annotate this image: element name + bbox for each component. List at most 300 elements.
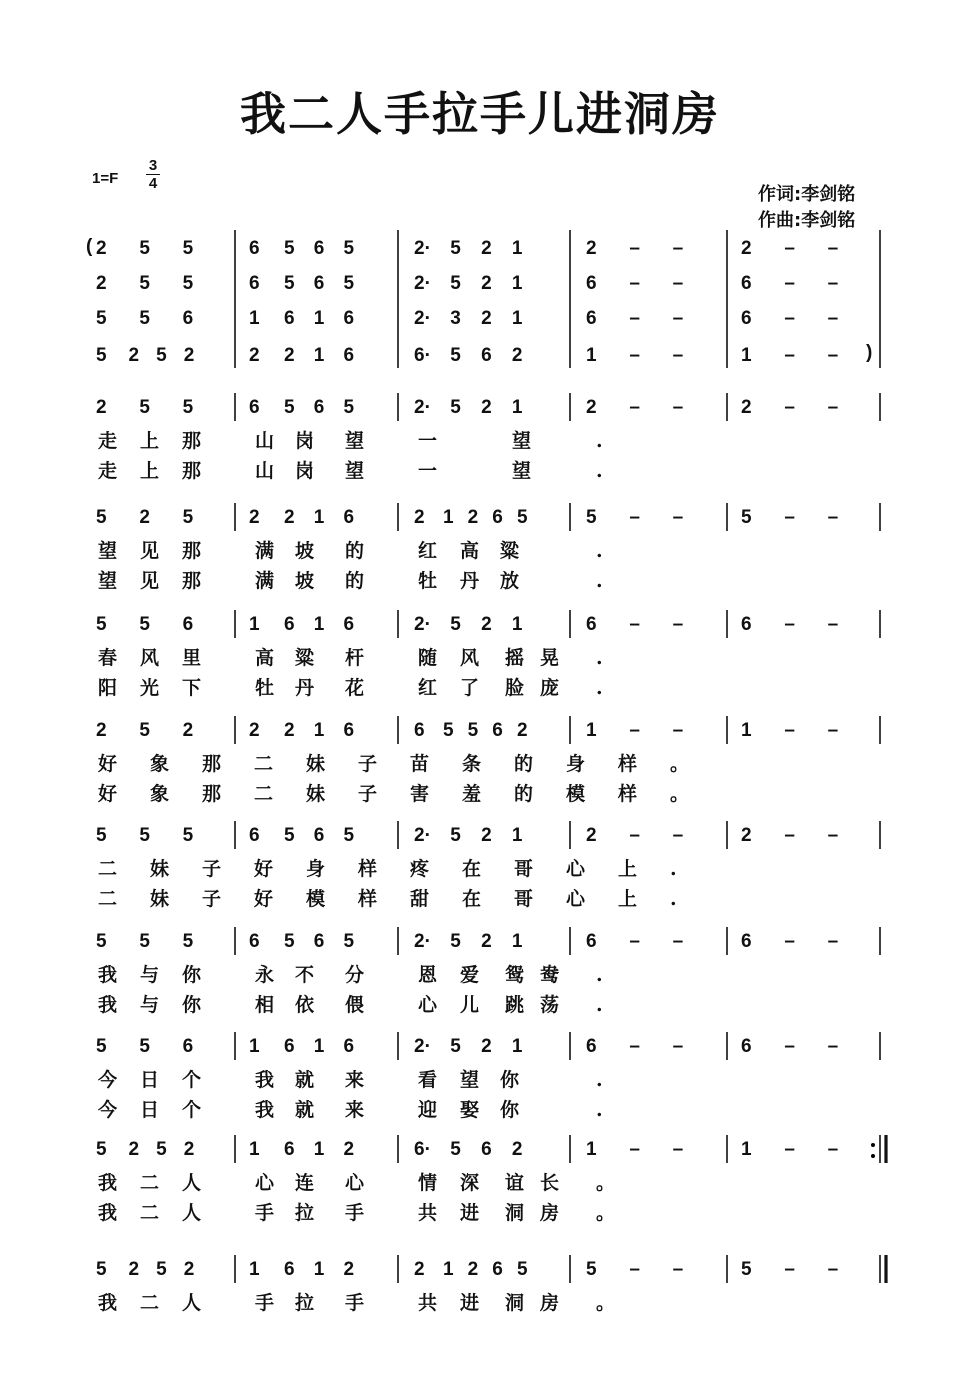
note: 5 — [96, 1036, 107, 1057]
note: 2 — [467, 507, 479, 528]
note: 2 — [481, 614, 492, 635]
lyric-char: 我 — [98, 1172, 118, 1194]
lyric-char: . — [596, 460, 603, 482]
lyric-char: 相 — [255, 994, 275, 1016]
lyric-char: . — [596, 677, 603, 699]
lyric-char: 害 — [410, 783, 430, 805]
lyric-char: 。 — [670, 783, 690, 805]
lyric-char: 日 — [140, 1099, 160, 1121]
lyric-char: . — [670, 858, 677, 880]
lyric-char: 红 — [418, 677, 438, 699]
note: – — [629, 397, 640, 418]
note: 2 — [741, 238, 752, 259]
note: 2 — [183, 1259, 195, 1280]
note: 6 — [284, 614, 295, 635]
note: – — [629, 308, 640, 329]
lyric-char: 走 — [98, 430, 118, 452]
note: – — [827, 931, 839, 952]
note: – — [629, 345, 640, 366]
key-signature: 1=F — [92, 170, 119, 187]
lyric-char: 望 — [345, 430, 365, 452]
note: 1 — [313, 1036, 325, 1057]
lyric-char: 你 — [182, 964, 202, 986]
note: – — [672, 507, 684, 528]
lyric-char: 就 — [295, 1069, 315, 1091]
note: 5 — [284, 931, 295, 952]
note: 5 — [139, 273, 150, 294]
note: 5 — [284, 238, 295, 259]
note: 5 — [96, 1259, 107, 1280]
lyric-char: 房 — [540, 1292, 560, 1314]
lyric-char: 。 — [596, 1292, 616, 1314]
lyric-char: 哥 — [514, 858, 534, 880]
lyric-char: 情 — [418, 1172, 438, 1194]
lyric-char: 长 — [540, 1172, 560, 1194]
note: – — [784, 273, 795, 294]
note: 6 — [343, 345, 355, 366]
note: 5 — [139, 1036, 150, 1057]
lyric-char: 山 — [255, 460, 275, 482]
note: 2 — [481, 238, 492, 259]
note: 1 — [249, 614, 260, 635]
lyric-char: 好 — [98, 753, 118, 775]
song-title: 我二人手拉手儿进洞房 — [240, 87, 720, 141]
note: – — [629, 507, 640, 528]
lyric-char: 子 — [358, 783, 378, 805]
lyric-char: 你 — [500, 1099, 520, 1121]
lyric-char: 下 — [182, 677, 202, 699]
note: – — [784, 614, 795, 635]
lyric-char: 不 — [295, 964, 315, 986]
lyric-char: 人 — [182, 1202, 202, 1224]
lyric-char: 样 — [618, 753, 638, 775]
lyric-char: 脸 — [505, 677, 525, 699]
note: 2 — [481, 273, 492, 294]
note: 5 — [139, 308, 150, 329]
lyric-char: 的 — [514, 753, 534, 775]
lyric-char: 洞 — [505, 1202, 525, 1224]
note: 6 — [586, 1036, 597, 1057]
lyric-char: 与 — [140, 994, 160, 1016]
note: 6 — [249, 825, 260, 846]
lyric-char: 子 — [202, 858, 222, 880]
note: 1 — [511, 931, 523, 952]
note: 5 — [139, 720, 150, 741]
note: – — [629, 238, 640, 259]
lyric-char: 岗 — [295, 430, 315, 452]
lyric-char: 进 — [460, 1292, 480, 1314]
lyric-char: 今 — [98, 1099, 118, 1121]
lyric-char: 苗 — [410, 753, 430, 775]
composer-credit: 作曲:李剑铭 — [758, 210, 856, 231]
note: 6 — [249, 273, 260, 294]
lyric-char: 二 — [140, 1172, 160, 1194]
note: 2 — [481, 397, 492, 418]
lyric-char: 那 — [182, 570, 202, 592]
note: 1 — [249, 308, 260, 329]
lyric-char: 放 — [500, 570, 520, 592]
lyric-char: 模 — [566, 783, 586, 805]
note: 6 — [343, 720, 355, 741]
lyric-char: 我 — [98, 1202, 118, 1224]
lyric-char: 人 — [182, 1292, 202, 1314]
lyric-char: 个 — [182, 1069, 202, 1091]
note: 6 — [182, 1036, 194, 1057]
lyricist-credit: 作词:李剑铭 — [758, 184, 856, 205]
note: – — [784, 1259, 795, 1280]
note: 5 — [156, 345, 167, 366]
lyric-char: 人 — [182, 1172, 202, 1194]
lyric-char: 走 — [98, 460, 118, 482]
note: 6 — [284, 308, 295, 329]
note: 1 — [313, 345, 325, 366]
lyric-char: 那 — [182, 540, 202, 562]
lyric-char: 手 — [255, 1292, 275, 1314]
lyric-char: 象 — [150, 783, 170, 805]
lyric-char: 心 — [255, 1172, 275, 1194]
note: 6 — [481, 1139, 492, 1160]
note: 5 — [516, 1259, 528, 1280]
note: 1 — [443, 507, 454, 528]
lyric-char: 岗 — [295, 460, 315, 482]
note: 2 — [586, 397, 597, 418]
note: 5 — [443, 720, 454, 741]
note: 1 — [511, 614, 523, 635]
note: 5 — [139, 825, 150, 846]
note: 6 — [741, 931, 752, 952]
lyric-char: 鸳 — [505, 964, 525, 986]
note: 6 — [249, 397, 260, 418]
note: – — [827, 1036, 839, 1057]
note: 6 — [414, 720, 425, 741]
note: 6 — [481, 345, 492, 366]
note: – — [784, 507, 795, 528]
lyric-char: 心 — [566, 888, 586, 910]
lyric-char: 高 — [255, 647, 275, 669]
note: – — [629, 614, 640, 635]
note: 5 — [343, 397, 355, 418]
lyric-char: 坡 — [295, 540, 315, 562]
note: 6· — [414, 1139, 431, 1160]
note: 2 — [467, 1259, 479, 1280]
note: 5 — [96, 825, 107, 846]
note: 5 — [450, 1139, 461, 1160]
lyric-char: 望 — [98, 540, 118, 562]
note: 2 — [284, 720, 295, 741]
lyric-char: 杆 — [345, 647, 365, 669]
note: 1 — [313, 1139, 325, 1160]
lyric-char: . — [596, 570, 603, 592]
note: 5 — [450, 1036, 461, 1057]
lyric-char: 我 — [255, 1069, 275, 1091]
repeat-bracket-open: ( — [86, 236, 93, 257]
repeat-dot — [871, 1154, 875, 1158]
note: 1 — [511, 308, 523, 329]
lyric-char: 牡 — [255, 677, 275, 699]
lyric-char: 哥 — [514, 888, 534, 910]
lyric-char: 春 — [98, 647, 118, 669]
lyric-char: 满 — [255, 570, 275, 592]
lyric-char: 丹 — [295, 677, 315, 699]
note: 5 — [96, 507, 107, 528]
note: 5 — [343, 238, 355, 259]
lyric-char: 进 — [460, 1202, 480, 1224]
note: 1 — [511, 397, 523, 418]
note: 5 — [96, 614, 107, 635]
note: 5 — [450, 397, 461, 418]
note: – — [629, 1259, 640, 1280]
lyric-char: 山 — [255, 430, 275, 452]
note: 1 — [313, 507, 325, 528]
note: 6 — [492, 720, 503, 741]
note: 6 — [492, 507, 503, 528]
note: 2 — [481, 1036, 492, 1057]
note: 1 — [249, 1036, 260, 1057]
lyric-char: 好 — [254, 858, 274, 880]
lyric-char: 羞 — [462, 783, 482, 805]
note: 5 — [450, 273, 461, 294]
note: – — [827, 825, 839, 846]
lyric-char: 花 — [345, 677, 365, 699]
lyric-char: 。 — [670, 753, 690, 775]
lyric-char: . — [596, 647, 603, 669]
note: 2 — [741, 825, 752, 846]
note: 2 — [128, 1139, 140, 1160]
note: 5 — [284, 397, 295, 418]
note: – — [827, 345, 839, 366]
lyric-char: 我 — [98, 1292, 118, 1314]
note: 1 — [313, 308, 325, 329]
lyric-char: 二 — [254, 753, 274, 775]
lyric-char: 甜 — [410, 888, 430, 910]
lyric-char: 上 — [140, 430, 160, 452]
note: 6 — [313, 273, 325, 294]
lyric-char: 摇 — [505, 647, 525, 669]
note: 6 — [343, 308, 355, 329]
lyric-char: 条 — [462, 753, 482, 775]
note: 6 — [182, 614, 194, 635]
note: 6 — [586, 931, 597, 952]
lyric-char: 二 — [140, 1202, 160, 1224]
note: 2· — [414, 931, 431, 952]
lyric-char: 心 — [566, 858, 586, 880]
note: – — [827, 1259, 839, 1280]
lyric-char: 随 — [418, 647, 438, 669]
lyric-char: . — [596, 1099, 603, 1121]
lyric-char: 了 — [460, 677, 480, 699]
note: 5 — [450, 238, 461, 259]
note: – — [827, 720, 839, 741]
note: 2 — [481, 825, 492, 846]
note: 2 — [182, 720, 194, 741]
lyric-char: 高 — [460, 540, 480, 562]
note: 1 — [511, 238, 523, 259]
lyric-char: 我 — [98, 994, 118, 1016]
note: 2 — [516, 720, 528, 741]
lyric-char: 那 — [202, 753, 222, 775]
note: 5 — [182, 931, 194, 952]
lyric-char: 二 — [140, 1292, 160, 1314]
note: 5 — [139, 931, 150, 952]
note: 6 — [741, 1036, 752, 1057]
note: 1 — [249, 1139, 260, 1160]
lyric-char: 在 — [462, 858, 482, 880]
note: – — [672, 825, 684, 846]
lyric-char: 深 — [460, 1172, 480, 1194]
lyric-char: 来 — [345, 1069, 365, 1091]
note: – — [629, 273, 640, 294]
lyric-char: 坡 — [295, 570, 315, 592]
lyric-char: 妹 — [150, 858, 170, 880]
lyric-char: 象 — [150, 753, 170, 775]
lyric-char: 个 — [182, 1099, 202, 1121]
lyric-char: 子 — [202, 888, 222, 910]
note: 1 — [313, 1259, 325, 1280]
lyric-char: 子 — [358, 753, 378, 775]
lyric-char: 那 — [202, 783, 222, 805]
note: 5 — [343, 273, 355, 294]
lyric-char: 丹 — [460, 570, 480, 592]
note: – — [827, 614, 839, 635]
note: 2 — [284, 507, 295, 528]
lyric-char: 好 — [98, 783, 118, 805]
note: 6 — [586, 273, 597, 294]
note: 5 — [96, 308, 107, 329]
lyric-char: 模 — [306, 888, 326, 910]
lyric-char: 迎 — [418, 1099, 438, 1121]
note: 6 — [313, 238, 325, 259]
lyric-char: . — [596, 1069, 603, 1091]
lyric-char: 的 — [514, 783, 534, 805]
lyric-char: 我 — [255, 1099, 275, 1121]
lyric-char: 上 — [618, 888, 638, 910]
note: 2 — [511, 345, 523, 366]
note: 2· — [414, 273, 431, 294]
lyric-char: 拉 — [295, 1202, 315, 1224]
note: – — [827, 397, 839, 418]
lyric-char: 望 — [98, 570, 118, 592]
note: 5 — [96, 1139, 107, 1160]
note: 2· — [414, 825, 431, 846]
note: – — [784, 308, 795, 329]
note: – — [827, 507, 839, 528]
note: – — [784, 1036, 795, 1057]
lyric-char: 见 — [140, 570, 160, 592]
note: – — [827, 238, 839, 259]
note: 5 — [156, 1259, 167, 1280]
note: – — [672, 614, 684, 635]
note: 5 — [182, 825, 194, 846]
note: 2 — [414, 507, 425, 528]
lyric-char: 的 — [345, 570, 365, 592]
lyric-char: . — [596, 540, 603, 562]
note: 6 — [343, 507, 355, 528]
lyric-char: 鸯 — [540, 964, 560, 986]
note: 2 — [343, 1259, 355, 1280]
lyric-char: 房 — [540, 1202, 560, 1224]
lyric-char: 依 — [295, 994, 315, 1016]
note: 5 — [156, 1139, 167, 1160]
lyric-char: 好 — [254, 888, 274, 910]
note: 2· — [414, 614, 431, 635]
lyric-char: 荡 — [540, 994, 560, 1016]
note: 1 — [741, 1139, 752, 1160]
note: 2 — [481, 931, 492, 952]
note: 3 — [450, 308, 461, 329]
note: 5 — [741, 1259, 752, 1280]
lyric-char: 心 — [345, 1172, 365, 1194]
note: 5 — [450, 614, 461, 635]
note: 6 — [313, 825, 325, 846]
lyric-char: 看 — [418, 1069, 438, 1091]
lyric-char: 手 — [345, 1202, 365, 1224]
note: 2· — [414, 308, 431, 329]
note: 6 — [586, 614, 597, 635]
lyric-char: 共 — [418, 1202, 438, 1224]
note: 6 — [492, 1259, 503, 1280]
note: 5 — [741, 507, 752, 528]
lyric-char: 妹 — [306, 753, 326, 775]
lyric-char: 望 — [460, 1069, 480, 1091]
lyric-char: 红 — [418, 540, 438, 562]
note: 1 — [586, 1139, 597, 1160]
lyric-char: 跳 — [505, 994, 525, 1016]
note: – — [784, 720, 795, 741]
note: – — [827, 273, 839, 294]
lyric-char: 见 — [140, 540, 160, 562]
note: 5 — [516, 507, 528, 528]
note: 1 — [443, 1259, 454, 1280]
note: 1 — [586, 720, 597, 741]
lyric-char: 分 — [345, 964, 365, 986]
note: 2 — [139, 507, 150, 528]
lyric-char: 那 — [182, 460, 202, 482]
note: – — [784, 931, 795, 952]
note: – — [672, 1036, 684, 1057]
lyric-char: 里 — [182, 647, 202, 669]
note: 2 — [414, 1259, 425, 1280]
lyric-char: 娶 — [460, 1099, 480, 1121]
lyric-char: . — [596, 430, 603, 452]
note: 2 — [128, 345, 140, 366]
note: 2 — [249, 720, 260, 741]
note: 2 — [183, 345, 195, 366]
time-signature-bottom: 4 — [146, 174, 160, 192]
note: 2 — [96, 238, 107, 259]
lyric-char: 粱 — [295, 647, 315, 669]
lyric-char: 庞 — [540, 677, 560, 699]
note: 5 — [450, 825, 461, 846]
note: 5 — [182, 507, 194, 528]
note: 6 — [741, 308, 752, 329]
note: – — [629, 1036, 640, 1057]
lyric-char: 上 — [618, 858, 638, 880]
lyric-char: 牡 — [418, 570, 438, 592]
lyric-char: 手 — [255, 1202, 275, 1224]
note: – — [784, 397, 795, 418]
lyric-char: 我 — [98, 964, 118, 986]
lyric-char: 光 — [140, 677, 160, 699]
lyric-char: 爱 — [460, 964, 480, 986]
lyric-char: 二 — [98, 858, 118, 880]
lyric-char: 恩 — [418, 964, 438, 986]
lyric-char: 你 — [500, 1069, 520, 1091]
lyric-char: 样 — [358, 858, 378, 880]
note: – — [784, 345, 795, 366]
note: – — [629, 1139, 640, 1160]
lyric-char: . — [596, 994, 603, 1016]
note: 6 — [284, 1139, 295, 1160]
